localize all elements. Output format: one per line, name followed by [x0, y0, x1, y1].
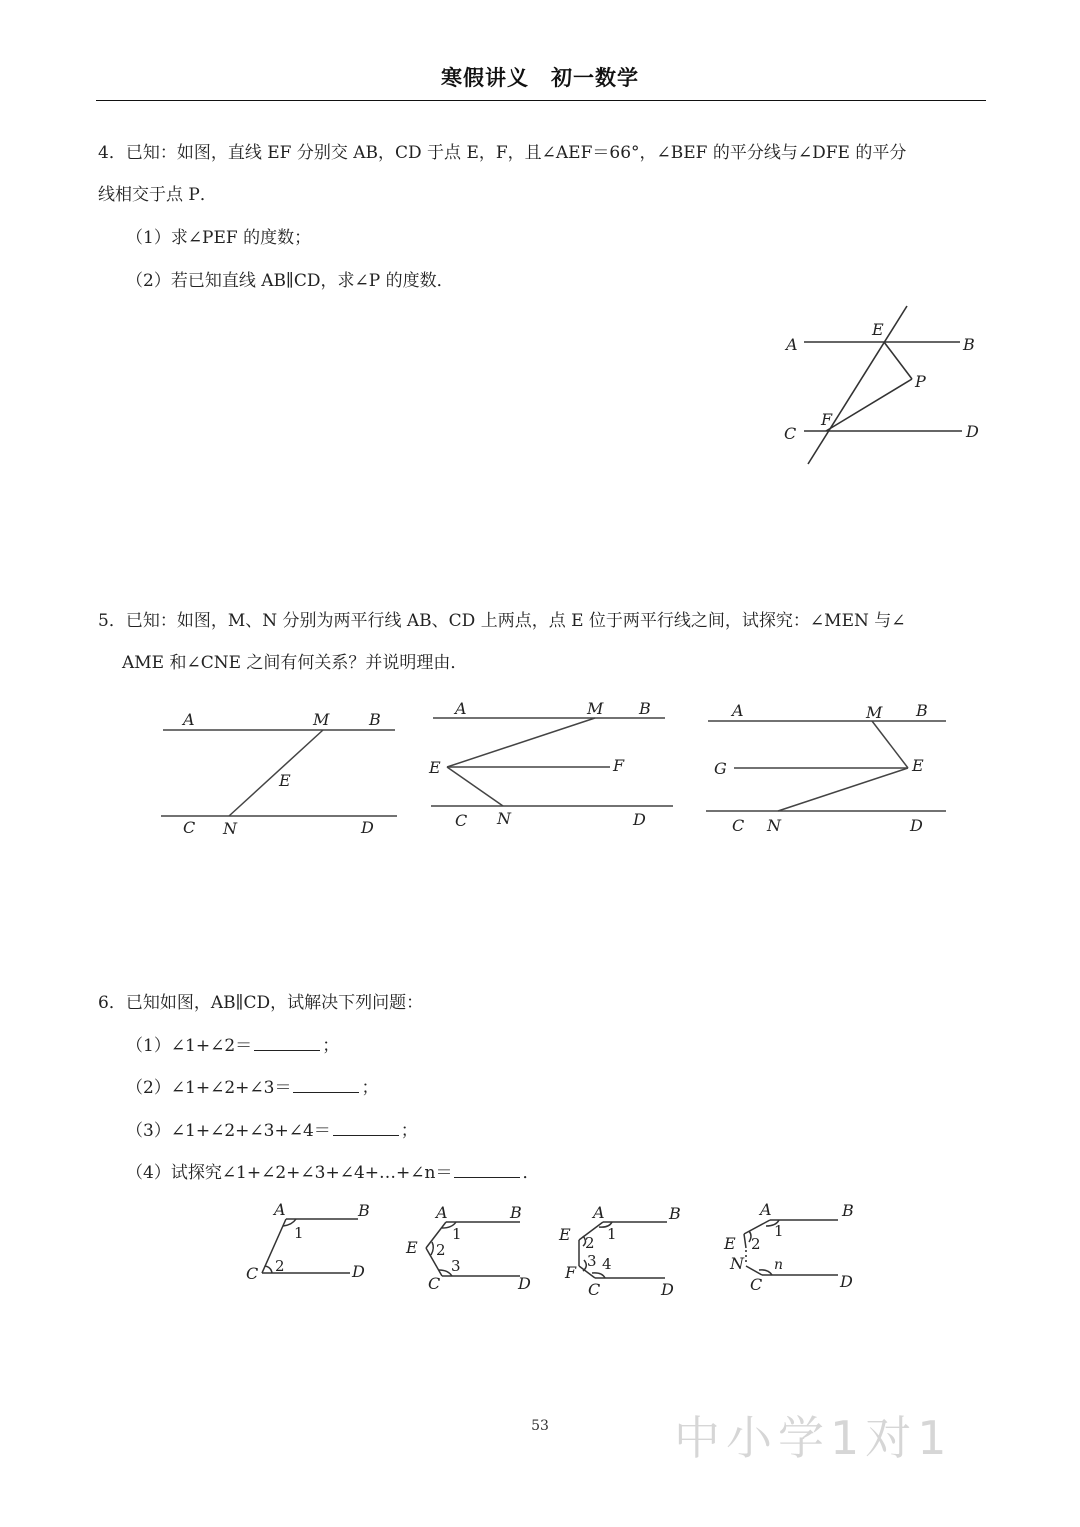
q4-label-a: A — [786, 335, 798, 354]
q6-fig1-label-b: B — [358, 1201, 370, 1220]
watermark-text: 中小学1对1 — [674, 1411, 953, 1465]
q5-fig3-label-g: G — [714, 759, 727, 778]
q6-sub4-end: ． — [522, 1163, 540, 1183]
q6-line1: 6．已知如图，AB∥CD，试解决下列问题： — [98, 993, 424, 1013]
header-divider — [96, 100, 986, 101]
q6-answer-blank-4[interactable] — [454, 1161, 520, 1178]
q4-sub2: （2）若已知直线 AB∥CD，求∠P 的度数． — [126, 271, 454, 291]
q6-answer-blank-3[interactable] — [333, 1119, 399, 1136]
q6-sub3-end: ； — [400, 1121, 418, 1141]
q6-answer-blank-2[interactable] — [293, 1076, 359, 1093]
q6-fig4-label-b: B — [842, 1201, 854, 1220]
q5-fig1-label-c: C — [183, 818, 196, 837]
q6-fig1-label-c: C — [246, 1264, 259, 1283]
q5-fig2-label-n: N — [497, 809, 511, 828]
q6-fig4-angle-1: 1 — [774, 1222, 784, 1240]
q6-figure-1 — [240, 1195, 380, 1295]
q5-fig3-label-a: A — [732, 701, 744, 720]
q6-sub2-end: ； — [361, 1078, 379, 1098]
q6-fig3-angle-4: 4 — [602, 1255, 612, 1273]
q6-sub2 — [126, 1075, 378, 1101]
q6-fig2-label-c: C — [428, 1274, 441, 1293]
q6-fig4-label-e: E — [724, 1234, 736, 1253]
q6-fig4-label-c: C — [750, 1275, 763, 1294]
q5-fig2-label-f: F — [613, 756, 625, 775]
q5-fig2-label-b: B — [639, 699, 651, 718]
q6-fig3-label-c: C — [588, 1280, 601, 1299]
q6-fig4-angle-n: n — [774, 1257, 784, 1273]
q6-fig3-angle-2: 2 — [585, 1234, 595, 1252]
q6-sub3-text: （3）∠1+∠2+∠3+∠4＝ — [126, 1121, 331, 1141]
q6-fig1-label-d: D — [352, 1262, 365, 1281]
q6-fig2-label-d: D — [518, 1274, 531, 1293]
q5-fig2-label-e: E — [429, 758, 441, 777]
q5-fig1-label-d: D — [361, 818, 374, 837]
q5-line2: AME 和∠CNE 之间有何关系？并说明理由． — [122, 653, 468, 673]
q6-fig3-angle-3: 3 — [587, 1252, 597, 1270]
q6-fig4-label-d: D — [840, 1272, 853, 1291]
q6-figure-4 — [718, 1194, 868, 1299]
q6-sub1-text: （1）∠1+∠2＝ — [126, 1036, 253, 1056]
q6-fig3-label-f: F — [565, 1263, 577, 1282]
q6-fig1-label-a: A — [274, 1200, 286, 1219]
q6-sub1 — [126, 1033, 339, 1059]
q6-fig2-angle-1: 1 — [452, 1225, 462, 1243]
q6-fig4-label-n: N — [730, 1254, 744, 1273]
q6-sub1-end: ； — [322, 1036, 340, 1056]
q6-fig2-angle-2: 2 — [436, 1241, 446, 1259]
q5-fig2-label-d: D — [633, 810, 646, 829]
q4-label-d: D — [966, 422, 979, 441]
q5-fig2-label-c: C — [455, 811, 468, 830]
q5-fig3-label-e: E — [912, 756, 924, 775]
q5-fig3-label-m: M — [866, 703, 883, 722]
q6-fig3-angle-1: 1 — [607, 1225, 617, 1243]
q4-label-p: P — [915, 372, 926, 391]
page-number: 53 — [531, 1418, 549, 1434]
page-header-title: 寒假讲义 初一数学 — [441, 66, 639, 90]
q6-sub4 — [126, 1160, 539, 1186]
q6-figure-3 — [555, 1196, 705, 1301]
q5-fig2-label-m: M — [587, 699, 604, 718]
q4-label-f: F — [821, 410, 833, 429]
q6-fig3-label-b: B — [669, 1204, 681, 1223]
q6-fig2-label-e: E — [406, 1238, 418, 1257]
q5-line1: 5．已知：如图，M、N 分别为两平行线 AB、CD 上两点，点 E 位于两平行线之间，试探究：∠MEN 与∠ — [98, 611, 906, 631]
q4-line1: 4．已知：如图，直线 EF 分别交 AB，CD 于点 E，F，且∠AEF＝66°，∠BEF 的平分线与∠DFE 的平分 — [98, 143, 907, 163]
q5-figure-3 — [700, 690, 960, 840]
q5-figure-2 — [425, 690, 685, 840]
q6-fig4-label-a: A — [760, 1200, 772, 1219]
q6-fig2-angle-3: 3 — [451, 1257, 461, 1275]
q6-fig1-angle-2: 2 — [275, 1257, 285, 1275]
q5-fig1-label-n: N — [223, 819, 237, 838]
q5-fig2-label-a: A — [455, 699, 467, 718]
q6-sub3 — [126, 1118, 418, 1144]
q6-fig2-label-b: B — [510, 1203, 522, 1222]
q5-fig3-label-d: D — [910, 816, 923, 835]
q6-fig3-label-d: D — [661, 1280, 674, 1299]
q5-fig1-label-a: A — [183, 710, 195, 729]
q6-fig3-label-a: A — [593, 1203, 605, 1222]
q6-sub2-text: （2）∠1+∠2+∠3＝ — [126, 1078, 292, 1098]
q4-label-c: C — [784, 424, 797, 443]
q5-fig1-label-e: E — [279, 771, 291, 790]
q6-fig2-label-a: A — [436, 1203, 448, 1222]
q5-fig1-label-b: B — [369, 710, 381, 729]
q5-fig3-label-n: N — [767, 816, 781, 835]
q6-fig3-label-e: E — [559, 1225, 571, 1244]
q4-line2: 线相交于点 P． — [98, 185, 217, 205]
q4-label-b: B — [963, 335, 975, 354]
q5-figure-1 — [155, 700, 405, 845]
q4-figure — [770, 300, 1000, 475]
q6-answer-blank-1[interactable] — [254, 1034, 320, 1051]
q6-fig4-angle-2: 2 — [751, 1235, 761, 1253]
q5-fig3-label-b: B — [916, 701, 928, 720]
q6-figure-2 — [398, 1198, 548, 1298]
q5-fig3-label-c: C — [732, 816, 745, 835]
q4-label-e: E — [872, 320, 884, 339]
q4-sub1: （1）求∠PEF 的度数； — [126, 228, 312, 248]
q5-fig1-label-m: M — [313, 710, 330, 729]
q6-fig1-angle-1: 1 — [294, 1224, 304, 1242]
q6-sub4-text: （4）试探究∠1+∠2+∠3+∠4+…+∠n＝ — [126, 1163, 453, 1183]
